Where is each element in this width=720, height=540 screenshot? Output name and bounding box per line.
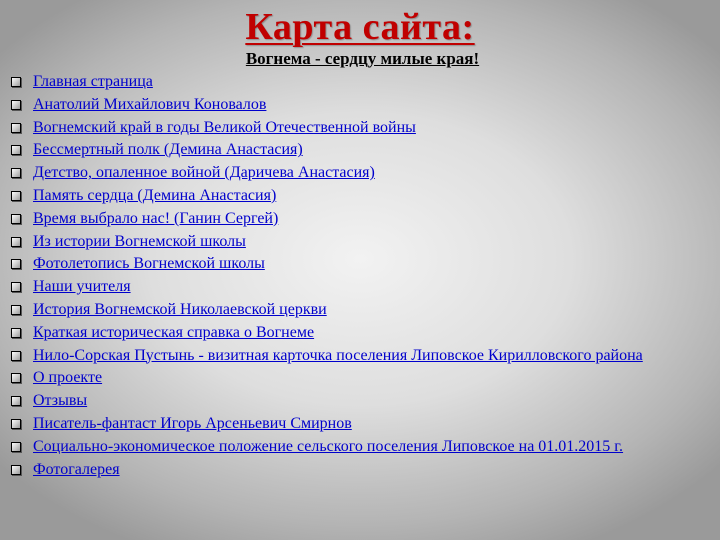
checkbox-bullet-icon xyxy=(11,373,21,383)
list-item xyxy=(11,413,710,436)
list-item xyxy=(11,367,710,390)
list-item xyxy=(11,459,710,482)
sitemap-link-list xyxy=(11,71,710,481)
slide-title: Карта сайта: xyxy=(245,6,475,48)
link-socio-economic[interactable]: Социально-экономическое положение сельского поселения Липовское на 01.01.2015 г. xyxy=(33,437,624,455)
list-item xyxy=(11,299,710,322)
list-item xyxy=(11,185,710,208)
link-about-project[interactable]: О проекте xyxy=(33,369,103,387)
list-item xyxy=(11,345,710,368)
list-item xyxy=(11,322,710,345)
link-konovalov[interactable]: Анатолий Михайлович Коновалов xyxy=(33,95,267,113)
list-item xyxy=(11,94,710,117)
list-item xyxy=(11,436,710,459)
link-writer-smirnov[interactable]: Писатель-фантаст Игорь Арсеньевич Смирнов xyxy=(33,414,352,432)
list-item xyxy=(11,208,710,231)
link-heart-memory[interactable]: Память сердца (Демина Анастасия) xyxy=(33,186,277,204)
link-time-chose-us[interactable]: Время выбрало нас! (Ганин Сергей) xyxy=(33,209,279,227)
link-immortal-regiment[interactable]: Бессмертный полк (Демина Анастасия) xyxy=(33,141,303,159)
checkbox-bullet-icon xyxy=(11,214,21,224)
checkbox-bullet-icon xyxy=(11,282,21,292)
slide-subtitle: Вогнема - сердцу милые края! xyxy=(245,49,480,68)
link-school-history[interactable]: Из истории Вогнемской школы xyxy=(33,232,246,250)
list-item xyxy=(11,117,710,140)
list-item xyxy=(11,231,710,254)
link-church-history[interactable]: История Вогнемской Николаевской церкви xyxy=(33,300,327,318)
list-item xyxy=(11,276,710,299)
checkbox-bullet-icon xyxy=(11,100,21,110)
checkbox-bullet-icon xyxy=(11,237,21,247)
link-historical-reference[interactable]: Краткая историческая справка о Вогнеме xyxy=(33,323,315,341)
list-item xyxy=(11,390,710,413)
checkbox-bullet-icon xyxy=(11,305,21,315)
checkbox-bullet-icon xyxy=(11,328,21,338)
link-reviews[interactable]: Отзывы xyxy=(33,392,88,410)
link-photo-gallery[interactable]: Фотогалерея xyxy=(33,460,120,478)
checkbox-bullet-icon xyxy=(11,123,21,133)
checkbox-bullet-icon xyxy=(11,396,21,406)
checkbox-bullet-icon xyxy=(11,465,21,475)
checkbox-bullet-icon xyxy=(11,77,21,87)
link-home[interactable]: Главная страница xyxy=(33,73,153,90)
checkbox-bullet-icon xyxy=(11,145,21,155)
link-school-photo-chronicle[interactable]: Фотолетопись Вогнемской школы xyxy=(33,255,265,273)
list-item xyxy=(11,162,710,185)
list-item xyxy=(11,253,710,276)
checkbox-bullet-icon xyxy=(11,351,21,361)
link-childhood-war[interactable]: Детство, опаленное войной (Даричева Анастасия) xyxy=(33,164,375,182)
list-item xyxy=(11,71,710,94)
checkbox-bullet-icon xyxy=(11,191,21,201)
list-item xyxy=(11,139,710,162)
checkbox-bullet-icon xyxy=(11,419,21,429)
link-nilo-sorskaya[interactable]: Нило-Сорская Пустынь - визитная карточка поселения Липовское Кирилловского района xyxy=(33,346,643,364)
link-war-years[interactable]: Вогнемский край в годы Великой Отечественной войны xyxy=(33,118,416,136)
checkbox-bullet-icon xyxy=(11,442,21,452)
link-teachers[interactable]: Наши учителя xyxy=(33,278,131,296)
checkbox-bullet-icon xyxy=(11,168,21,178)
checkbox-bullet-icon xyxy=(11,259,21,269)
